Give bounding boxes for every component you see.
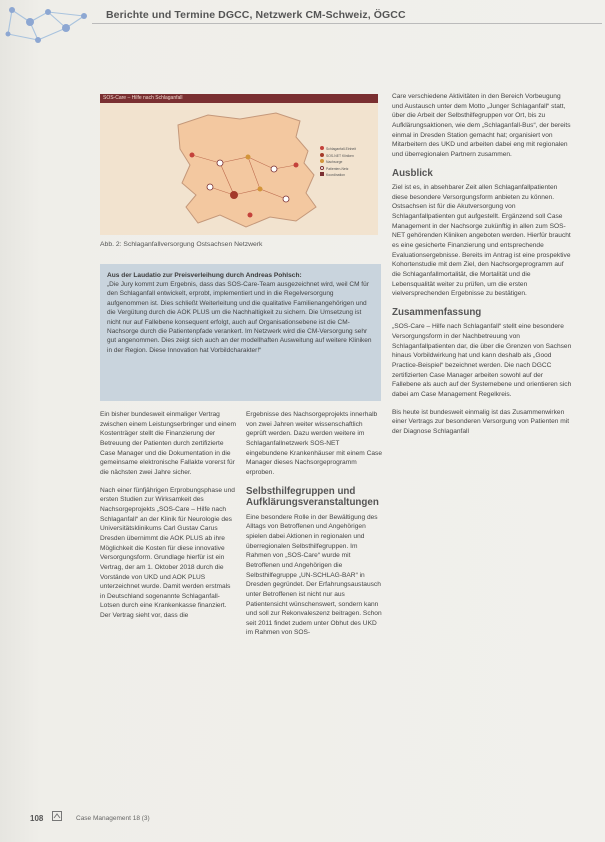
header-rule bbox=[92, 23, 602, 24]
paragraph: Bis heute ist bundesweit einmalig ist das Zusammenwirken einer Vertrags zur besonderen Versorgung von Patienten mit der Diagnose Schlaganfall bbox=[392, 408, 570, 436]
section-heading: Zusammenfassung bbox=[392, 306, 482, 318]
journal-reference: Case Management 18 (3) bbox=[76, 815, 150, 822]
running-header: Berichte und Termine DGCC, Netzwerk CM-Schweiz, ÖGCC bbox=[106, 9, 406, 21]
column-3 bbox=[392, 92, 572, 445]
section-heading: Selbsthilfegruppen und Aufklärungsveranstaltungen bbox=[246, 485, 379, 509]
legend-item: Koordination bbox=[320, 172, 376, 179]
legend-item: SOS-NET Kliniken bbox=[320, 153, 376, 160]
laudatio-text: „Die Jury kommt zum Ergebnis, dass das SOS-Care-Team ausgezeichnet wird, weil CM für den Schlaganfall entwickelt, erprobt, implementiert und in die Regelversorgung aufgenommen ist. Dies schließt Weiterleitung und die qualitative Familienangehörigen und die Vergütung durch die AOK PLUS um die Nachhaltigkeit zu sichern. Die Umsetzung ist nicht nur auf Fallebene konsequent erfolgt, auch auf Organisationsebene ist die CM-Nachsorge durch die Patientenpfade verankert. Im Netzwerk wird die CM-Versorgung sehr gut angenommen. Dies zeigt sich auch an der modellhaften Ausweitung auf weitere Kliniken in der Region. Diese Innovation hat Vorbildcharakter!“ bbox=[107, 281, 372, 354]
paragraph: Care verschiedene Aktivitäten in den Bereich Vorbeugung und Austausch unter dem Motto „Junger Schlaganfall“ statt, über die Arbeit der Selbsthilfegruppen vor Ort, bis zu Aufklärungsaktionen, wie dem „Schlaganfall-Bus“, der bereits einmal in Dresden Station gemacht hat; organisiert von Mitarbeitern des UKD und arbeiten dabei eng mit regionalen und überregionalen Partnern zusammen. bbox=[392, 93, 571, 158]
page-number: 108 bbox=[30, 814, 44, 823]
paragraph: Ergebnisse des Nachsorgeprojekts innerhalb von zwei Jahren weiter wissenschaftlich geprüft werden. Dazu werden weitere im Schlaganfallnetzwerk SOS-NET eingebundene Krankenhäuser mit einem Case Manager dieses Nachsorgeprogramm erproben. bbox=[246, 411, 382, 476]
section-heading: Ausblick bbox=[392, 167, 433, 179]
column-2 bbox=[246, 410, 382, 646]
laudatio-heading: Aus der Laudatio zur Preisverleihung durch Andreas Pohlsch: bbox=[107, 272, 302, 279]
map-legend bbox=[320, 146, 376, 179]
journal-logo-icon bbox=[52, 811, 62, 821]
map-region bbox=[178, 113, 316, 227]
paragraph: Eine besondere Rolle in der Bewältigung des Alltags von Betroffenen und Angehörigen spielen dabei Aktionen in regionalen und überregionalen Selbsthilfegruppen. Im Rahmen von „SOS-Care“ wurde mit Betroffenen und Angehörigen die Selbsthilfegruppe „UN-SCHLAG-BAR“ in Dresden gegründet. Der Erfahrungsaustausch unter Betroffenen ist nicht nur aus Patientensicht wünschenswert, sondern kann und soll zur Rekonvaleszenz beitragen. Schon seit 2011 findet zudem unter Obhut des UKD im Rahmen von SOS- bbox=[246, 513, 382, 637]
legend-item: Patienten-Netz bbox=[320, 166, 376, 173]
paragraph: Ein bisher bundesweit einmaliger Vertrag zwischen einem Leistungserbringer und einem Kostenträger stellt die Finanzierung der Betreuung der Patienten durch zertifizierte Case Manager und die Dokumentation in die gemeinsame elektronische Fallakte vorerst für die nächsten zwei Jahre sicher. bbox=[100, 411, 236, 476]
network-logo bbox=[4, 2, 90, 48]
network-map bbox=[100, 94, 378, 235]
paragraph: „SOS-Care – Hilfe nach Schlaganfall“ stellt eine besondere Versorgungsform in der Nachbetreuung von Schlaganfallpatienten dar, die über die Grenzen von Sachsen hinaus Vorbildwirkung hat und kann deshalb als „Good Practice-Beispiel“ bezeichnet werden. Die nach DGCC zertifizierten Case Manager arbeiten sowohl auf der Fallebene als auch auf der Systemebene und orientieren sich dabei am Case Management Regelkreis. bbox=[392, 323, 572, 399]
column-1 bbox=[100, 410, 236, 629]
paragraph: Nach einer fünfjährigen Erprobungsphase und ersten Studien zur Wirksamkeit des Nachsorgeprojekts „SOS-Care – Hilfe nach Schlaganfall“ an der Klinik für Neurologie des Universitätsklinikums Carl Gustav Carus Dresden übernimmt die AOK PLUS ab ihre Möglichkeit die Kosten für diese innovative Versorgungsform. Grundlage hierfür ist ein Vertrag, der am 1. Oktober 2018 durch die Vorstände von UKD und AOK PLUS unterzeichnet wurde. Damit werden erstmals in Deutschland sogenannte Schlaganfall-Lotsen durch eine Krankenkasse finanziert. Der Vertrag sieht vor, dass die bbox=[100, 486, 235, 620]
paragraph: Ziel ist es, in absehbarer Zeit allen Schlaganfallpatienten diese besondere Versorgungsform anbieten zu können. Ostsachsen ist für die Akutversorgung von Schlaganfallpatienten gut aufgestellt. Ergänzend soll Case Management in der Nachsorge zukünftig in allen zum SOS-NET gehörenden Kliniken angeboten werden. Hierfür braucht es eine gesicherte Finanzierung und entsprechende Evaluationsergebnisse. Bereits im Antrag ist eine prospektive Kohortenstudie mit dem Ziel, den Nachsorgeprogramm auf die Schlaganfallmortalität, die Mortalität und die Lebensqualität weiter zu prüfen, um die ersten vielversprechenden Ergebnisse zu bestätigen. bbox=[392, 184, 571, 298]
legend-item: Nachsorge bbox=[320, 159, 376, 166]
map-title: SOS-Care – Hilfe nach Schlaganfall bbox=[100, 94, 378, 103]
figure-caption: Abb. 2: Schlaganfallversorgung Ostsachsen Netzwerk bbox=[100, 241, 263, 248]
legend-item: Schlaganfall-Einheit bbox=[320, 146, 376, 153]
laudatio-box bbox=[100, 264, 381, 401]
